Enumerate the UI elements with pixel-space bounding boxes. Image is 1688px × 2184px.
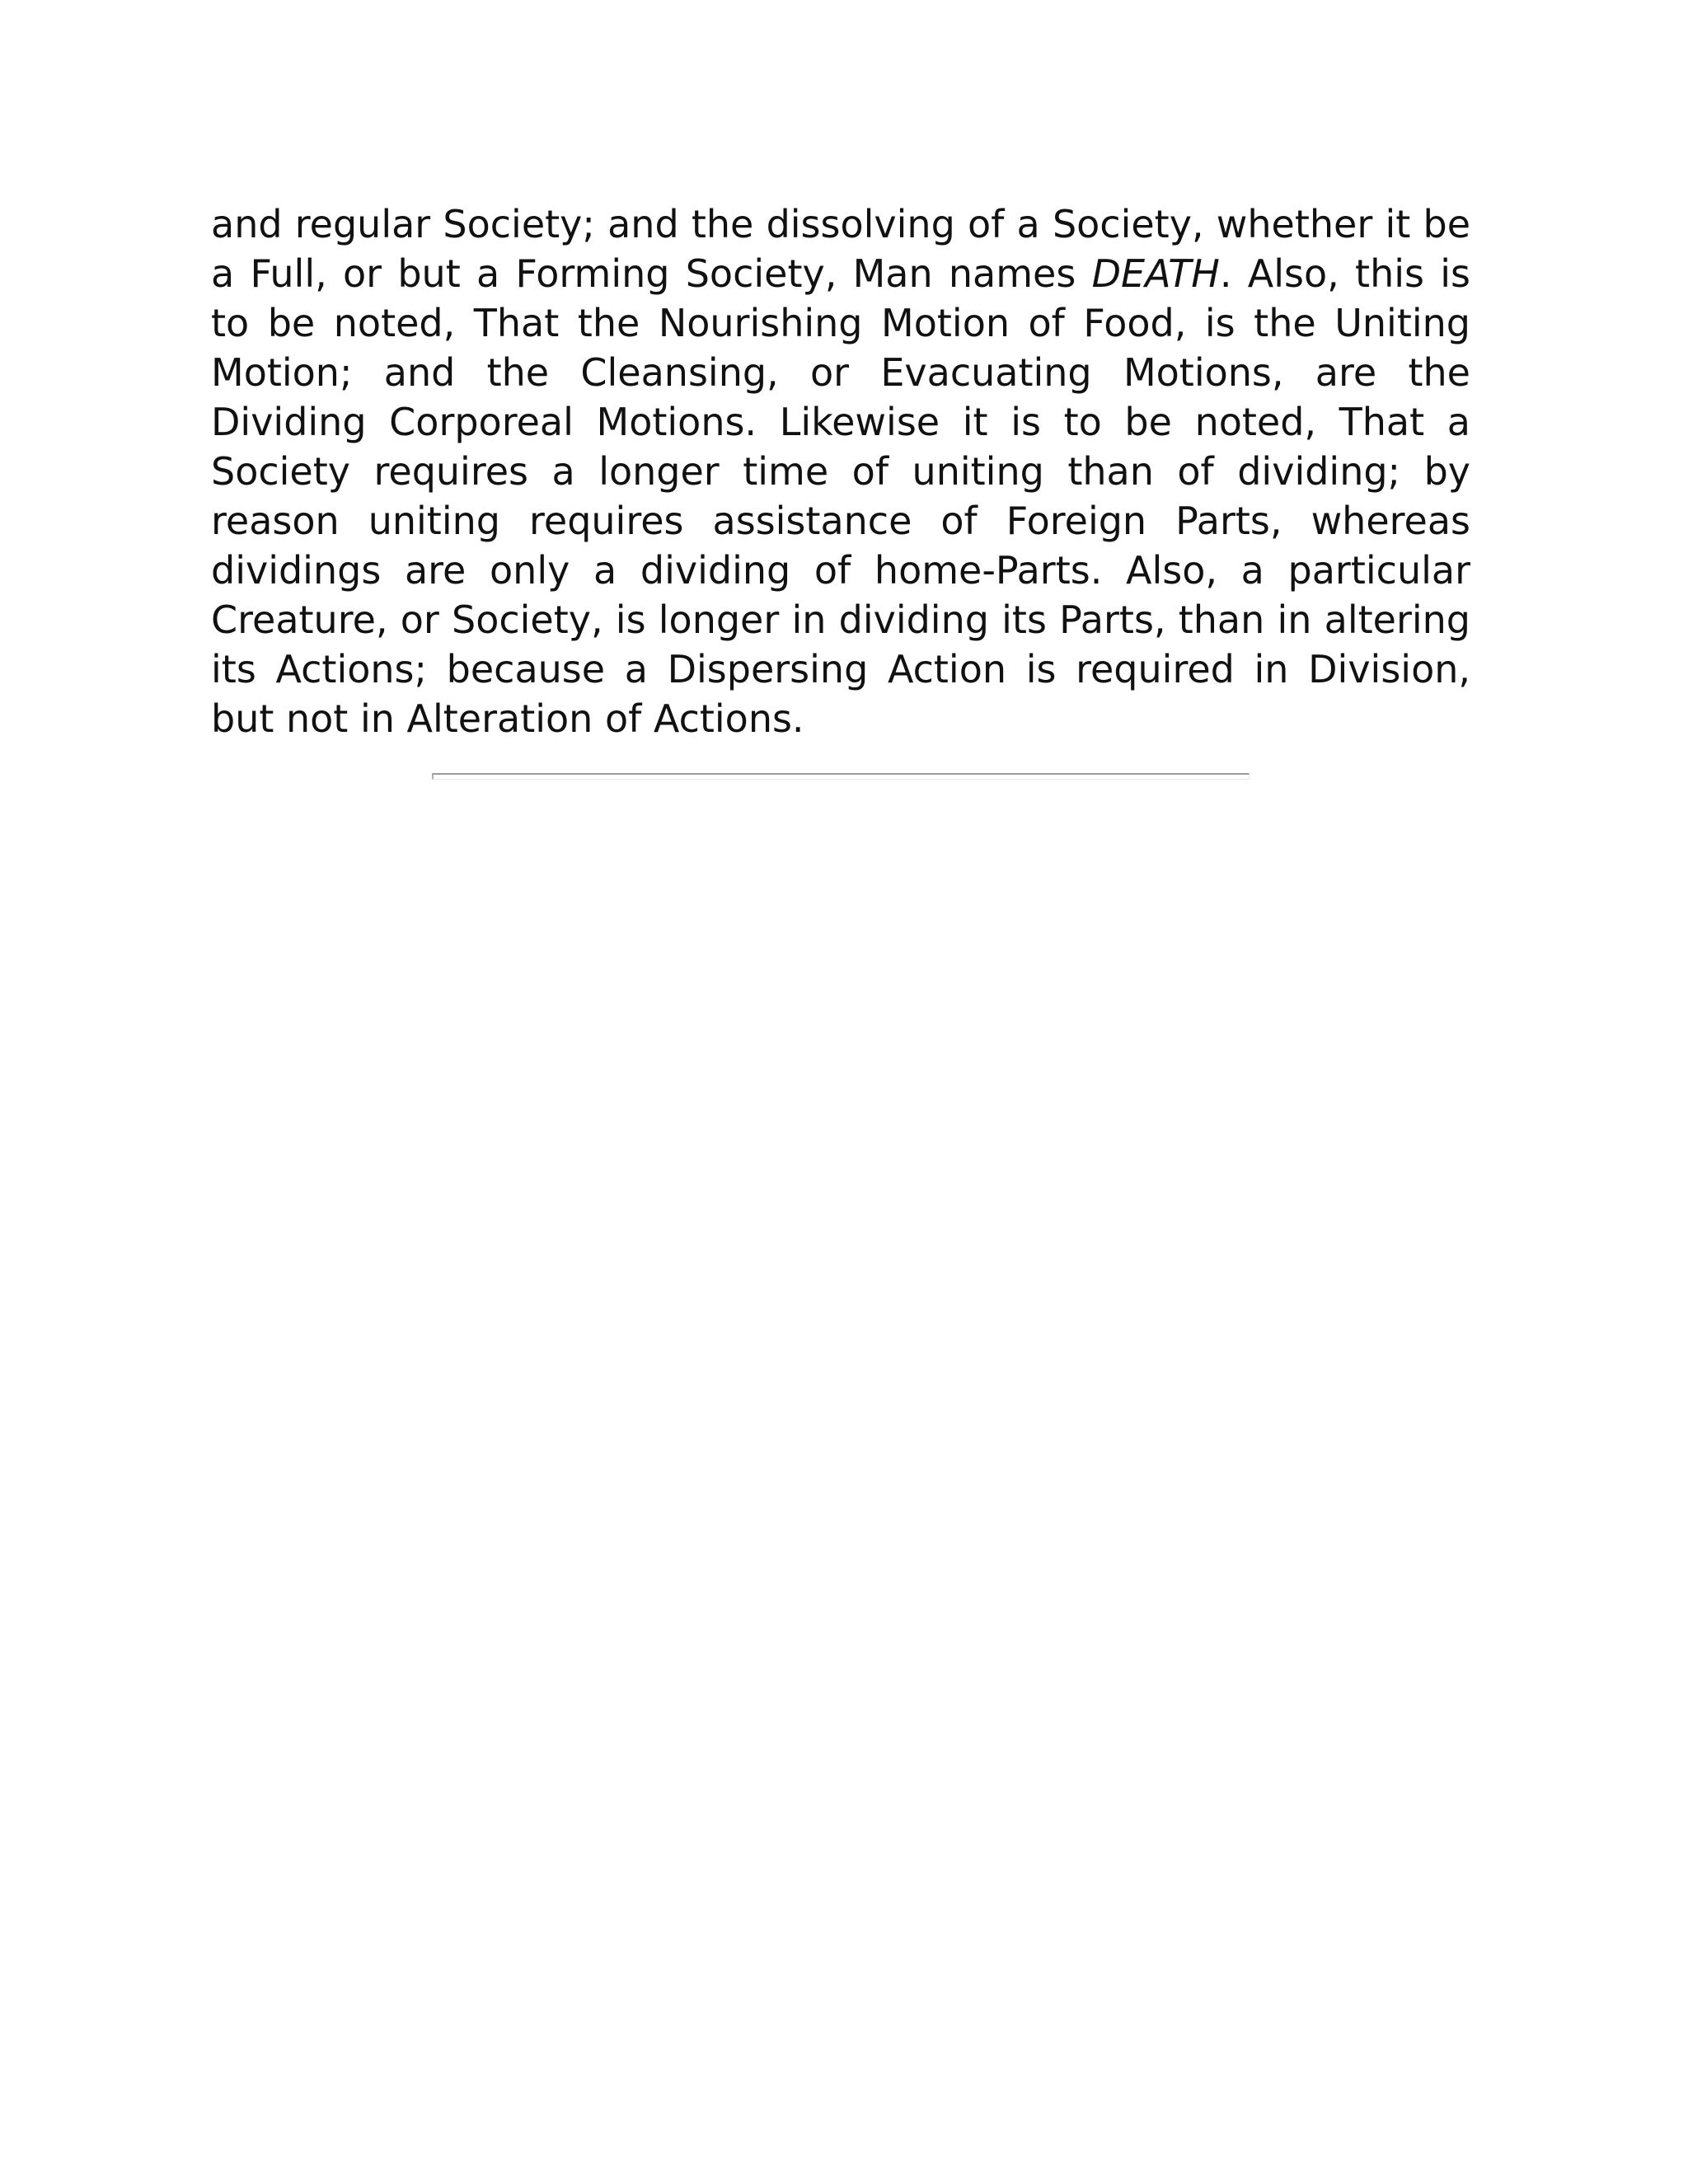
body-paragraph — [211, 199, 1470, 743]
paragraph-text-part1: and regular Society; and the dissolving of a Society, whether it be a Full, or but a Forming Society, Man names — [211, 202, 1470, 296]
horizontal-rule — [432, 773, 1250, 780]
paragraph-text-part2: . Also, this is to be noted, That the Nourishing Motion of Food, is the Uniting Motion; and the Cleansing, or Evacuating Motions, are the Dividing Corporeal Motions. Likewise it is to be noted, That a Society requires a longer time of uniting than of dividing; by reason uniting requires assistance of Foreign Parts, whereas dividings are only a dividing of home-Parts. Also, a particular Creature, or Society, is longer in dividing its Parts, than in altering its Actions; because a Dispersing Action is required in Division, but not in Alteration of Actions. — [211, 251, 1470, 741]
emphasis-death: DEATH — [1091, 251, 1220, 296]
